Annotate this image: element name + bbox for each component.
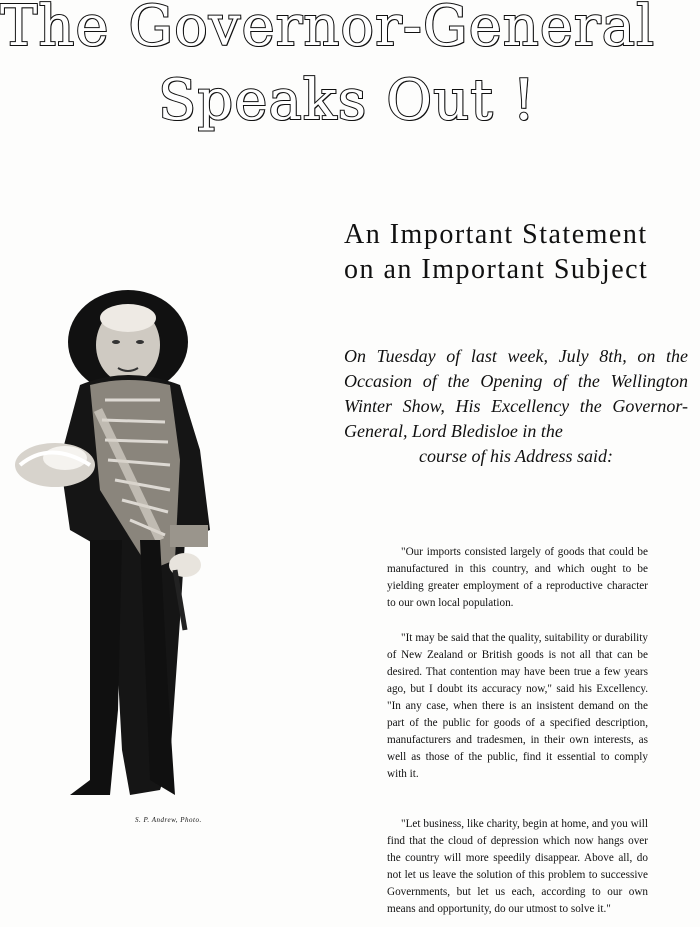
quote-paragraph-2: "It may be said that the quality, suitability or durability of New Zealand or British goods is not all that can be desired. That contention may have been true a few years ago, but I doubt its accuracy now," said his Excellency. "In any case, when there is an insistent demand on the part of the public for goods of a specified description, manufacturers and tradesmen, in their own interests, as well as those of the public, find it essential to comply with it. — [387, 632, 648, 780]
quote-paragraph-1: "Our imports consisted largely of goods that could be manufactured in this country, and which ought to be yielding greater employment of a reproductive character to our own local population. — [387, 546, 648, 609]
photo-credit: S. P. Andrew, Photo. — [135, 816, 202, 824]
governor-portrait-photo — [10, 290, 240, 810]
intro-text: On Tuesday of last week, July 8th, on the Occasion of the Opening of the Wellington Winter Show, His Excellency the Governor-General, Lord Bledisloe in the — [344, 346, 688, 441]
subheadline-line-2: on an Important Subject — [344, 254, 649, 285]
intro-last-line: course of his Address said: — [418, 446, 613, 466]
intro-paragraph — [344, 344, 688, 469]
quote-paragraph-3: "Let business, like charity, begin at home, and you will find that the cloud of depression which now hangs over the country will more speedily disappear. Above all, do not let us leave the solution of this problem to successive Governments, but let us each, according to our own means and opportunity, do our utmost to solve it." — [387, 818, 648, 915]
subheadline-line-1: An Important Statement — [344, 219, 648, 250]
headline-line-2: Speaks Out ! — [158, 68, 536, 133]
headline-line-1: The Governor-General — [0, 0, 655, 59]
